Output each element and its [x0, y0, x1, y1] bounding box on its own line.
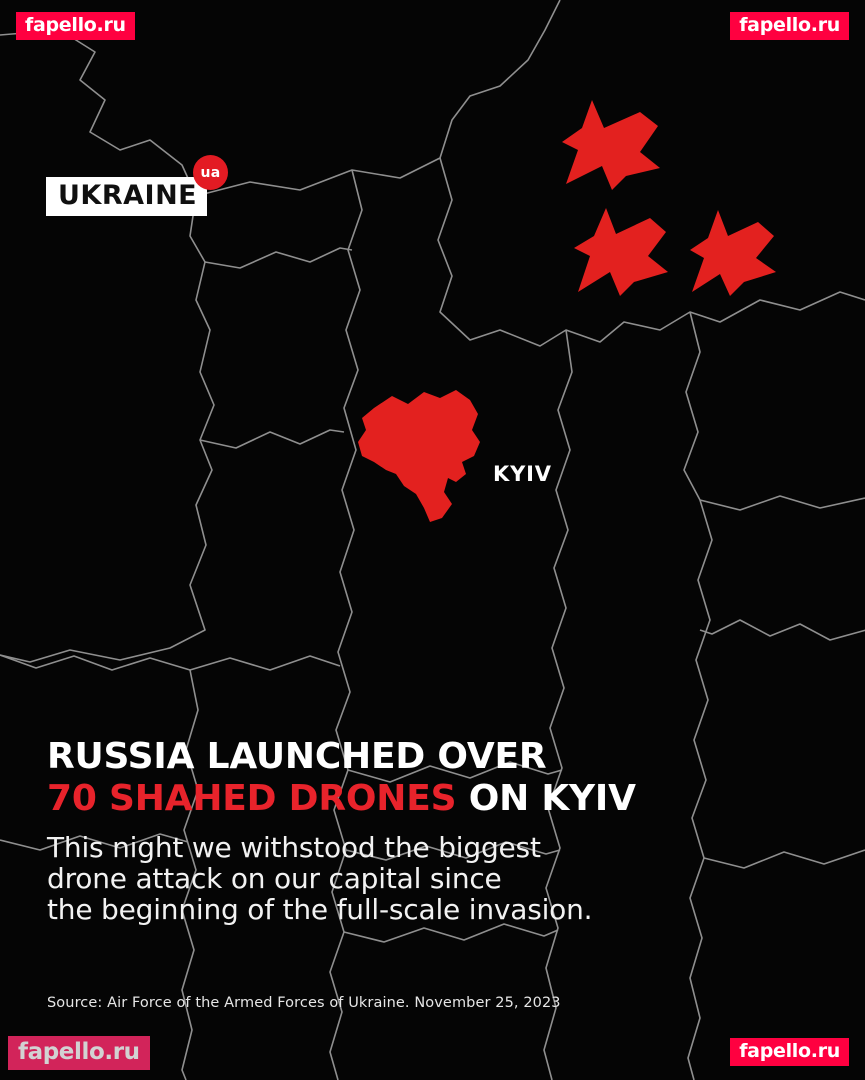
headline-block [47, 736, 837, 926]
source-note: Source: Air Force of the Armed Forces of Ukraine. November 25, 2023 [47, 995, 561, 1011]
country-label: UKRAINE [46, 177, 207, 216]
watermark-bottom-left: fapello.ru [8, 1036, 150, 1070]
headline-suffix: ON KYIV [468, 777, 636, 819]
subheadline-line-3: the beginning of the full-scale invasion. [47, 893, 593, 927]
kyiv-region-highlight [358, 390, 480, 522]
headline-line-1: RUSSIA LAUNCHED OVER [47, 736, 547, 777]
drone-icon-1 [562, 100, 660, 190]
watermark-bottom-right: fapello.ru [730, 1038, 849, 1066]
subheadline-line-1: This night we withstood the biggest [47, 830, 541, 864]
watermark-top-right: fapello.ru [730, 12, 849, 40]
headline-line-2 [47, 778, 837, 820]
drone-icon-2 [574, 208, 668, 296]
ua-flag-badge: ua [193, 155, 228, 190]
drone-icon-group [562, 100, 776, 296]
watermark-top-left: fapello.ru [16, 12, 135, 40]
subheadline [47, 832, 837, 926]
subheadline-line-2: drone attack on our capital since [47, 861, 502, 895]
headline-highlight: 70 SHAHED DRONES [47, 777, 457, 819]
drone-icon-3 [690, 210, 776, 296]
city-label-kyiv: KYIV [493, 462, 552, 486]
